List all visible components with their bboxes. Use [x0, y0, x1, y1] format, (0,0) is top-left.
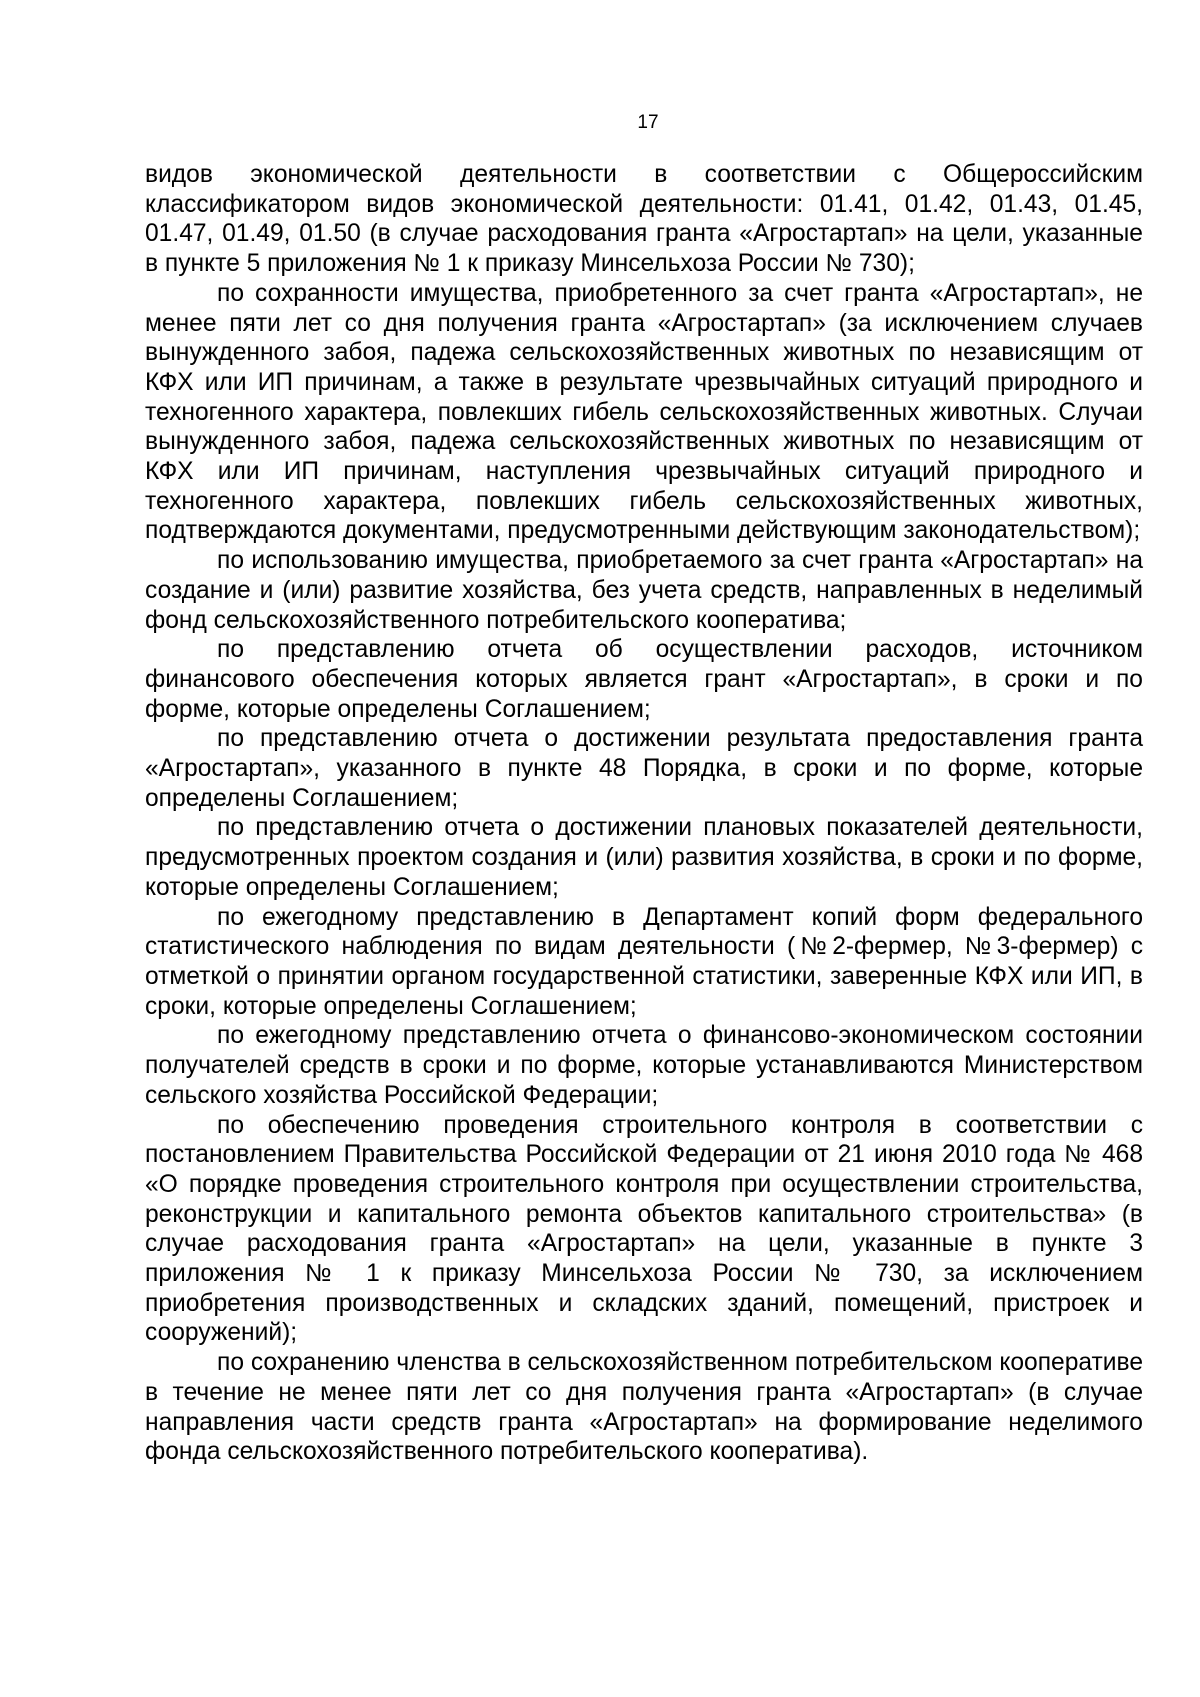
- paragraph-financial-report: по ежегодному представлению отчета о финансово-экономическом состоянии получателей средств в сроки и по форме, которые устанавливаются Министерством сельского хозяйства Российской Федерации;: [145, 1022, 1143, 1109]
- paragraph-property-preservation: по сохранности имущества, приобретенного за счет гранта «Агростартап», не менее пяти лет со дня получения гранта «Агростартап» (за исключением случаев вынужденного забоя, падежа сельскохозяйственных животных по независящим от КФХ или ИП причинам, а также в результате чрезвычайных ситуаций природного и техногенного характера, повлекших гибель сельскохозяйственных животных. Случаи вынужденного забоя, падежа сельскохозяйственных животных по независящим от КФХ или ИП причинам, наступления чрезвычайных ситуаций природного и техногенного характера, повлекших гибель сельскохозяйственных животных, подтверждаются документами, предусмотренными действующим законодательством);: [145, 279, 1143, 545]
- paragraph-indicators-report: по представлению отчета о достижении плановых показателей деятельности, предусмотренных проектом создания и (или) развития хозяйства, в сроки и по форме, которые определены Соглашением;: [145, 814, 1143, 901]
- paragraph-construction-control: по обеспечению проведения строительного контроля в соответствии с постановлением Правительства Российской Федерации от 21 июня 2010 года № 468 «О порядке проведения строительного контроля при осуществлении строительства, реконструкции и капитального ремонта объектов капитального строительства» (в случае расходования гранта «Агростартап» на цели, указанные в пункте 3 приложения № 1 к приказу Минсельхоза России № 730, за исключением приобретения производственных и складских зданий, помещений, пристроек и сооружений);: [145, 1111, 1143, 1347]
- paragraph-continuation: видов экономической деятельности в соответствии с Общероссийским классификатором видов экономической деятельности: 01.41, 01.42, 01.43, 01.45, 01.47, 01.49, 01.50 (в случае расходования гранта «Агростартап» на цели, указанные в пункте 5 приложения № 1 к приказу Минсельхоза России № 730);: [145, 161, 1143, 278]
- paragraph-statistics-forms: по ежегодному представлению в Департамент копий форм федерального статистического наблюдения по видам деятельности (№2-фермер, №3-фермер) с отметкой о принятии органом государственной статистики, заверенные КФХ или ИП, в сроки, которые определены Соглашением;: [145, 903, 1143, 1020]
- document-body: [145, 160, 1143, 1467]
- paragraph-cooperative-membership: по сохранению членства в сельскохозяйственном потребительском кооперативе в течение не менее пяти лет со дня получения гранта «Агростартап» (в случае направления части средств гранта «Агростартап» на формирование неделимого фонда сельскохозяйственного потребительского кооператива).: [145, 1349, 1143, 1466]
- page-number: 17: [637, 112, 659, 133]
- paragraph-expense-report: по представлению отчета об осуществлении расходов, источником финансового обеспечения которых является грант «Агростартап», в сроки и по форме, которые определены Соглашением;: [145, 636, 1143, 723]
- paragraph-result-report: по представлению отчета о достижении результата предоставления гранта «Агростартап», указанного в пункте 48 Порядка, в сроки и по форме, которые определены Соглашением;: [145, 725, 1143, 812]
- paragraph-property-usage: по использованию имущества, приобретаемого за счет гранта «Агростартап» на создание и (или) развитие хозяйства, без учета средств, направленных в неделимый фонд сельскохозяйственного потребительского кооператива;: [145, 547, 1143, 634]
